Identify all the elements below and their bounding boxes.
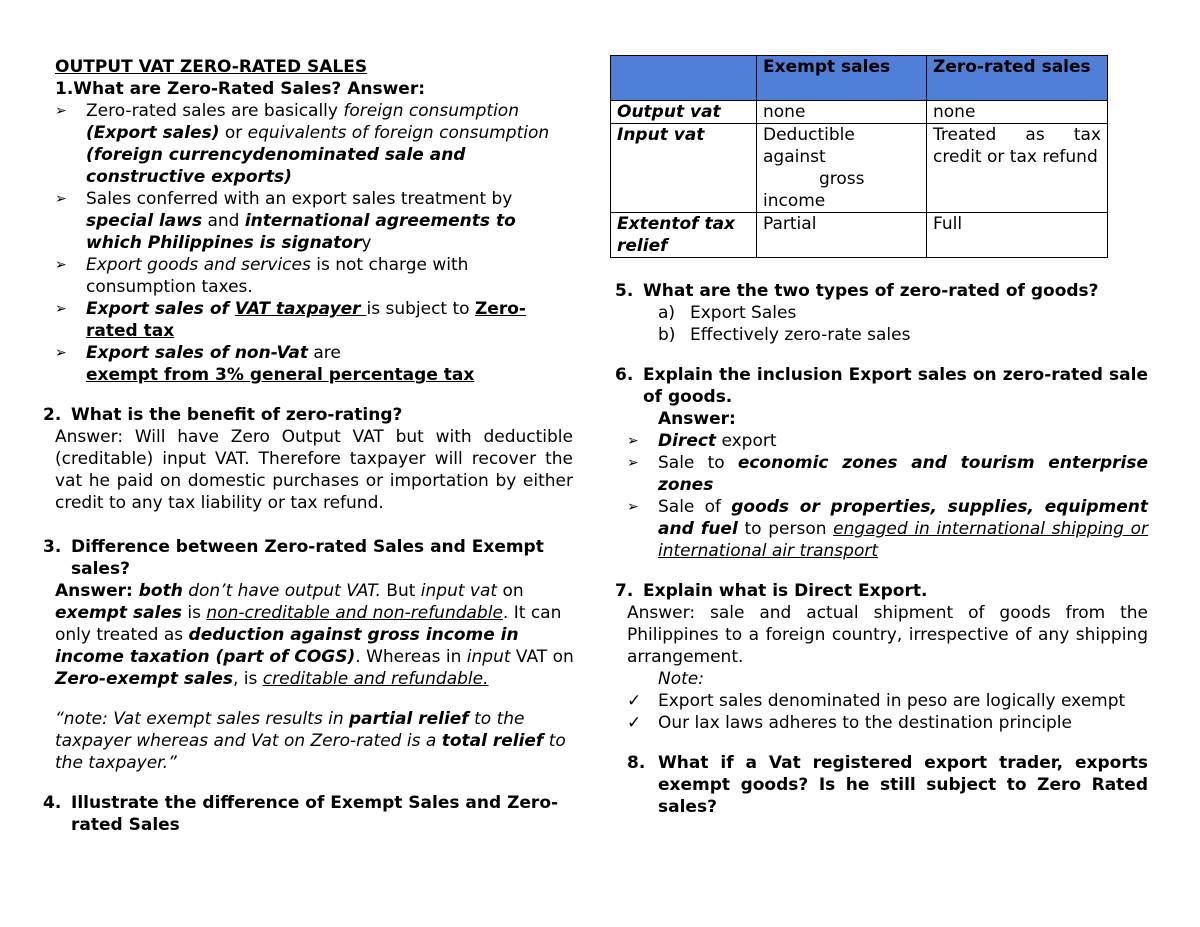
table-row [611,101,1108,124]
table-cell: none [757,101,927,124]
answer-label: Answer: [658,409,736,429]
table-row [611,213,1108,258]
page-title: OUTPUT VAT ZERO-RATED SALES [55,57,368,77]
table-cell: Full [927,213,1108,258]
q6-bullet-list [627,430,1148,562]
q1-bullet-list [55,100,575,386]
table-header-cell [611,56,757,101]
list-item: ➢ Sales conferred with an export sales treatment by special laws and international agreements to which Philippines is signatory [55,188,575,254]
list-item: ➢ Export goods and services is not charge with consumption taxes. [55,254,575,298]
list-item: ➢ Zero-rated sales are basically foreign consumption (Export sales) or equivalents of foreign consumption (foreign currencydenominated sale and constructive exports) [55,100,575,188]
question-8: 8. What if a Vat registered export trader, exports exempt goods? Is he still subject to Zero Rated sales? [627,753,1148,817]
question-2: 2. What is the benefit of zero-rating? [43,405,403,425]
question-6: 6. Explain the inclusion Export sales on zero-rated sale of goods. [615,365,1148,407]
right-column [612,55,1148,818]
list-item: ✓ Export sales denominated in peso are logically exempt [627,690,1148,712]
list-item: ✓ Our lax laws adheres to the destination principle [627,712,1148,734]
row-label: Output vat [611,101,757,124]
table-cell: Deductible against gross income [757,124,927,213]
list-item: ➢ Export sales of non-Vat are exempt from 3% general percentage tax [55,342,575,386]
comparison-table [610,55,1108,258]
answer-3: Answer: both don’t have output VAT. But input vat on exempt sales is non-creditable and non-refundable. It can only treated as deduction against gross income in income taxation (part of COGS). Whereas in input VAT on Zero-exempt sales, is creditable and refundable. [55,581,574,689]
table-row [611,124,1108,213]
row-label: Input vat [611,124,757,213]
answer-7: Answer: sale and actual shipment of goods from the Philippines to a foreign country, irrespective of any shipping arrangement. [627,603,1148,667]
row-label: Extentof tax relief [611,213,757,258]
list-item: ➢ Sale to economic zones and tourism enterprise zones [627,452,1148,496]
list-item: ➢ Sale of goods or properties, supplies, equipment and fuel to person engaged in international shipping or international air transport [627,496,1148,562]
table-cell: Partial [757,213,927,258]
question-7: 7. Explain what is Direct Export. [615,581,928,601]
note-check-list [627,690,1148,734]
left-column [43,56,575,836]
table-header-row [611,56,1108,101]
question-3: 3. Difference between Zero-rated Sales and Exempt sales? [43,537,544,579]
list-item: a) Export Sales [658,303,797,323]
list-item: ➢ Export sales of VAT taxpayer is subject to Zero-rated tax [55,298,575,342]
question-5: 5. What are the two types of zero-rated of goods? [615,281,1099,301]
q5-list [612,302,1148,346]
answer-2: Answer: Will have Zero Output VAT but with deductible (creditable) input VAT. Therefore taxpayer will recover the vat he paid on domestic purchases or importation by either credit to any tax liability or tax refund. [55,427,573,513]
question-1: 1.What are Zero-Rated Sales? Answer: [55,79,426,99]
question-4: 4. Illustrate the difference of Exempt Sales and Zero-rated Sales [43,793,559,835]
table-header-cell: Exempt sales [757,56,927,101]
table-cell: Treated as tax credit or tax refund [927,124,1108,213]
note-label: Note: [658,669,704,689]
note-quote: “note: Vat exempt sales results in partial relief to the taxpayer whereas and Vat on Zero-rated is a total relief to the taxpayer.” [55,709,566,773]
list-item: b) Effectively zero-rate sales [658,325,911,345]
table-cell: none [927,101,1108,124]
list-item: ➢ Direct export [627,430,1148,452]
table-header-cell: Zero-rated sales [927,56,1108,101]
